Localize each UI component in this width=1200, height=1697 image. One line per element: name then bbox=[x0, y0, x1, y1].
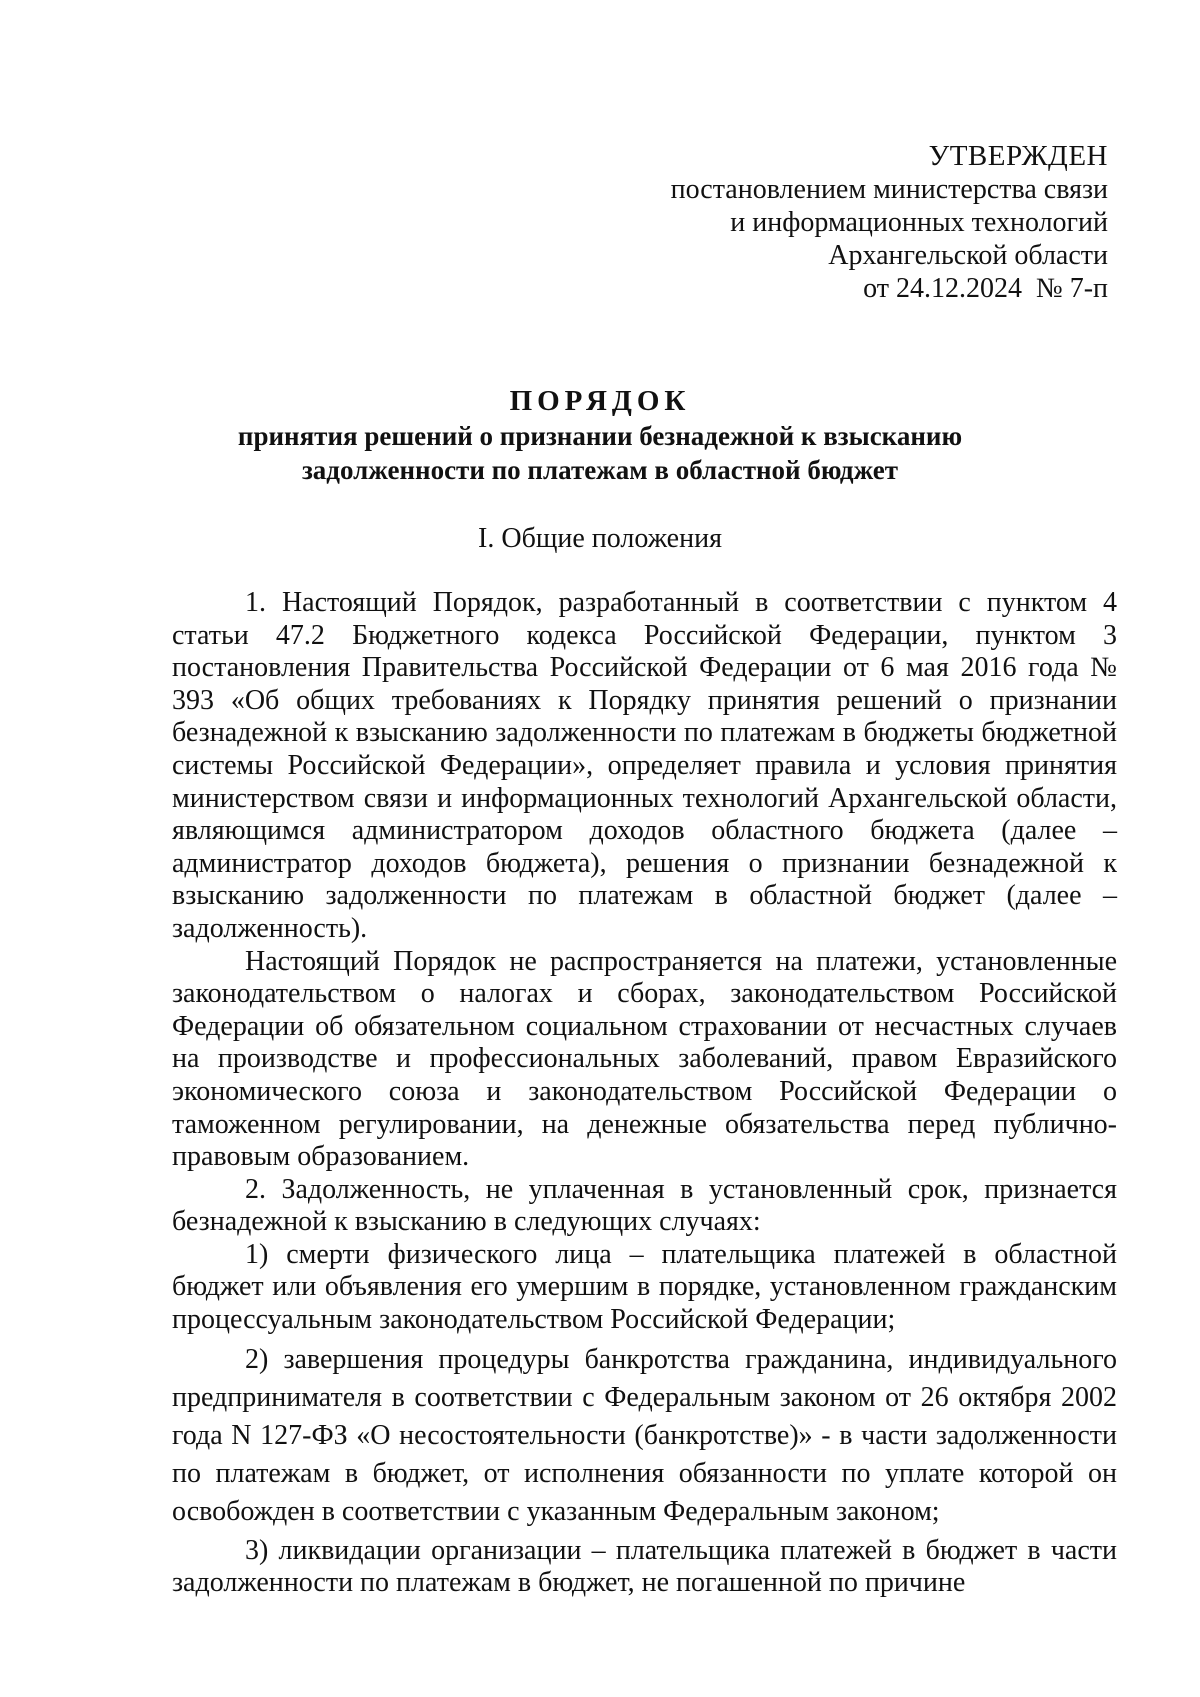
paragraph-2: 2. Задолженность, не уплаченная в установленный срок, признается безнадежной к взысканию в следующих случаях: bbox=[172, 1173, 1117, 1238]
approval-date-number: от 24.12.2024 № 7-п bbox=[863, 273, 1108, 304]
document-title-block bbox=[0, 383, 1200, 487]
approval-line: и информационных технологий bbox=[730, 207, 1108, 238]
paragraph-exclusions: Настоящий Порядок не распространяется на платежи, установленные законодательством о налогах и сборах, законодательством Российской Федерации об обязательном социальном страховании от несчастных случаев на производстве и профессиональных заболеваний, правом Евразийского экономического союза и законодательством Российской Федерации о таможенном регулировании, на денежные обязательства перед публично-правовым образованием. bbox=[172, 945, 1117, 1173]
section-heading: I. Общие положения bbox=[478, 523, 722, 554]
document-body bbox=[172, 587, 1117, 1600]
document-subtitle-line: принятия решений о признании безнадежной к взысканию bbox=[237, 421, 963, 451]
approval-line: постановлением министерства связи bbox=[670, 174, 1108, 205]
approval-stamp bbox=[671, 140, 1108, 305]
approval-line: Архангельской области bbox=[828, 240, 1108, 271]
list-item-1: 1) смерти физического лица – плательщика платежей в областной бюджет или объявления его умершим в порядке, установленном гражданским процессуальным законодательством Российской Федерации; bbox=[172, 1238, 1117, 1336]
list-item-3: 3) ликвидации организации – плательщика платежей в бюджет в части задолженности по платежам в бюджет, не погашенной по причине bbox=[172, 1534, 1117, 1599]
list-item-2: 2) завершения процедуры банкротства гражданина, индивидуального предпринимателя в соответствии с Федеральным законом от 26 октября 2002 года N 127-ФЗ «О несостоятельности (банкротстве)» - в части задолженности по платежам в бюджет, от исполнения обязанности по уплате которой он освобожден в соответствии с указанным Федеральным законом; bbox=[172, 1343, 1117, 1527]
paragraph-1: 1. Настоящий Порядок, разработанный в соответствии с пунктом 4 статьи 47.2 Бюджетного кодекса Российской Федерации, пунктом 3 постановления Правительства Российской Федерации от 6 мая 2016 года № 393 «Об общих требованиях к Порядку принятия решений о признании безнадежной к взысканию задолженности по платежам в бюджеты бюджетной системы Российской Федерации», определяет правила и условия принятия министерством связи и информационных технологий Архангельской области, являющимся администратором доходов областного бюджета (далее – администратор доходов бюджета), решения о признании безнадежной к взысканию задолженности по платежам в областной бюджет (далее – задолженность). bbox=[172, 587, 1117, 944]
document-subtitle-line: задолженности по платежам в областной бюджет bbox=[301, 455, 899, 485]
approval-title: УТВЕРЖДЕН bbox=[928, 140, 1108, 172]
document-title: ПОРЯДОК bbox=[509, 385, 691, 417]
